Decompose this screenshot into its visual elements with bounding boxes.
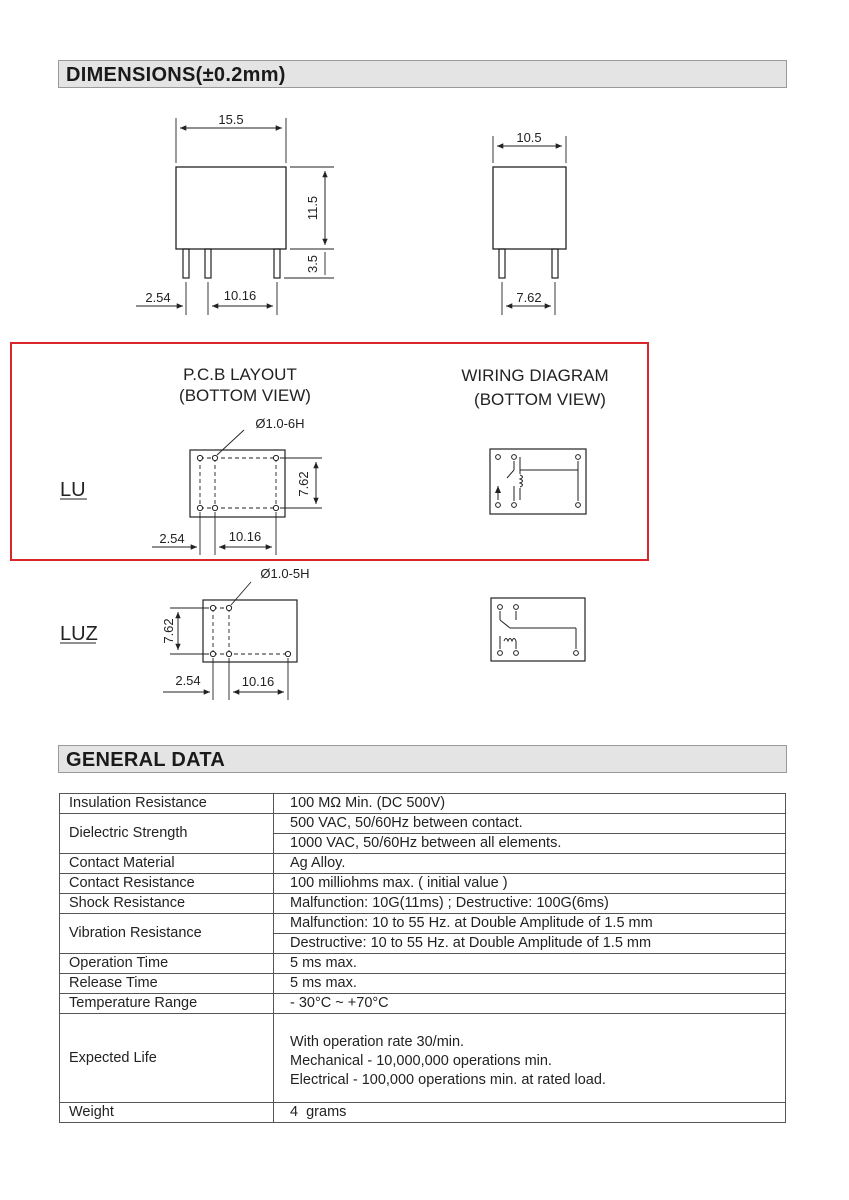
table-row	[60, 954, 786, 974]
front-pitch-main-label: 10.16	[223, 288, 257, 303]
layout-drawings	[0, 340, 849, 710]
expected-life-value-2: Mechanical - 10,000,000 operations min.	[290, 1052, 552, 1069]
insulation-value: 100 MΩ Min. (DC 500V)	[274, 794, 786, 814]
relay-body-front	[176, 167, 286, 249]
luz-wiring-diagram	[491, 598, 585, 661]
relay-body-side	[493, 167, 566, 249]
front-pin-length-label: 3.5	[305, 254, 320, 274]
insulation-label: Insulation Resistance	[60, 794, 274, 814]
dielectric-label: Dielectric Strength	[60, 814, 274, 854]
dielectric-value-1: 500 VAC, 50/60Hz between contact.	[274, 814, 786, 834]
shock-label: Shock Resistance	[60, 894, 274, 914]
lu-main-label: 10.16	[228, 529, 262, 544]
luz-hole-label: Ø1.0-5H	[260, 566, 310, 581]
table-row	[60, 894, 786, 914]
table-row	[60, 994, 786, 1014]
lu-hole-label: Ø1.0-6H	[255, 416, 305, 431]
side-pin-pitch-label: 7.62	[516, 290, 542, 305]
dimensions-title: DIMENSIONS(±0.2mm)	[66, 64, 286, 86]
table-row	[60, 854, 786, 874]
luz-main-label: 10.16	[241, 674, 275, 689]
release-time-label: Release Time	[60, 974, 274, 994]
vibration-value-2: Destructive: 10 to 55 Hz. at Double Amplitude of 1.5 mm	[274, 934, 786, 954]
material-value: Ag Alloy.	[274, 854, 786, 874]
front-width-label: 15.5	[218, 112, 244, 127]
pin	[499, 249, 505, 278]
release-time-value: 5 ms max.	[274, 974, 786, 994]
luz-label: LUZ	[60, 623, 98, 645]
vibration-label: Vibration Resistance	[60, 914, 274, 954]
pcb-layout-subtitle: (BOTTOM VIEW)	[179, 386, 311, 405]
table-row	[60, 974, 786, 994]
material-label: Contact Material	[60, 854, 274, 874]
table-row	[60, 1014, 786, 1103]
table-row	[60, 814, 786, 834]
shock-value: Malfunction: 10G(11ms) ; Destructive: 100G(6ms)	[274, 894, 786, 914]
table-row	[60, 794, 786, 814]
front-view	[136, 112, 334, 315]
dielectric-value-2: 1000 VAC, 50/60Hz between all elements.	[274, 834, 786, 854]
dimension-drawings	[0, 0, 849, 340]
wiring-diagram-title: WIRING DIAGRAM	[461, 366, 609, 385]
side-view	[493, 130, 566, 315]
luz-left-label: 2.54	[175, 673, 201, 688]
operation-time-value: 5 ms max.	[274, 954, 786, 974]
temperature-value: - 30°C ~ +70°C	[274, 994, 786, 1014]
table-row	[60, 1103, 786, 1123]
front-height-label: 11.5	[305, 195, 320, 221]
table-row	[60, 874, 786, 894]
general-data-table	[59, 793, 786, 1123]
luz-pcb-layout	[161, 566, 310, 700]
contact-resistance-label: Contact Resistance	[60, 874, 274, 894]
general-data-section-header	[58, 745, 787, 773]
side-width-label: 10.5	[516, 130, 542, 145]
pin	[205, 249, 211, 278]
contact-resistance-value: 100 milliohms max. ( initial value )	[274, 874, 786, 894]
lu-wiring-diagram	[490, 449, 586, 514]
expected-life-label: Expected Life	[60, 1014, 274, 1103]
table-row	[60, 914, 786, 934]
pin	[183, 249, 189, 278]
vibration-value-1: Malfunction: 10 to 55 Hz. at Double Amplitude of 1.5 mm	[274, 914, 786, 934]
lu-label: LU	[60, 479, 86, 501]
front-pitch-left-label: 2.54	[145, 290, 171, 305]
pin	[552, 249, 558, 278]
expected-life-value-1: With operation rate 30/min.	[290, 1033, 465, 1050]
general-data-title: GENERAL DATA	[66, 749, 226, 771]
expected-life-cell	[274, 1014, 786, 1103]
operation-time-label: Operation Time	[60, 954, 274, 974]
weight-label: Weight	[60, 1103, 274, 1123]
lu-height-label: 7.62	[296, 471, 311, 497]
expected-life-value-3: Electrical - 100,000 operations min. at rated load.	[290, 1071, 606, 1088]
wiring-diagram-subtitle: (BOTTOM VIEW)	[474, 390, 606, 409]
lu-pcb-layout	[152, 416, 322, 555]
pcb-layout-title: P.C.B LAYOUT	[183, 365, 297, 384]
weight-value: 4 grams	[274, 1103, 786, 1123]
luz-height-label: 7.62	[161, 618, 176, 644]
pin	[274, 249, 280, 278]
lu-left-label: 2.54	[159, 531, 185, 546]
temperature-label: Temperature Range	[60, 994, 274, 1014]
